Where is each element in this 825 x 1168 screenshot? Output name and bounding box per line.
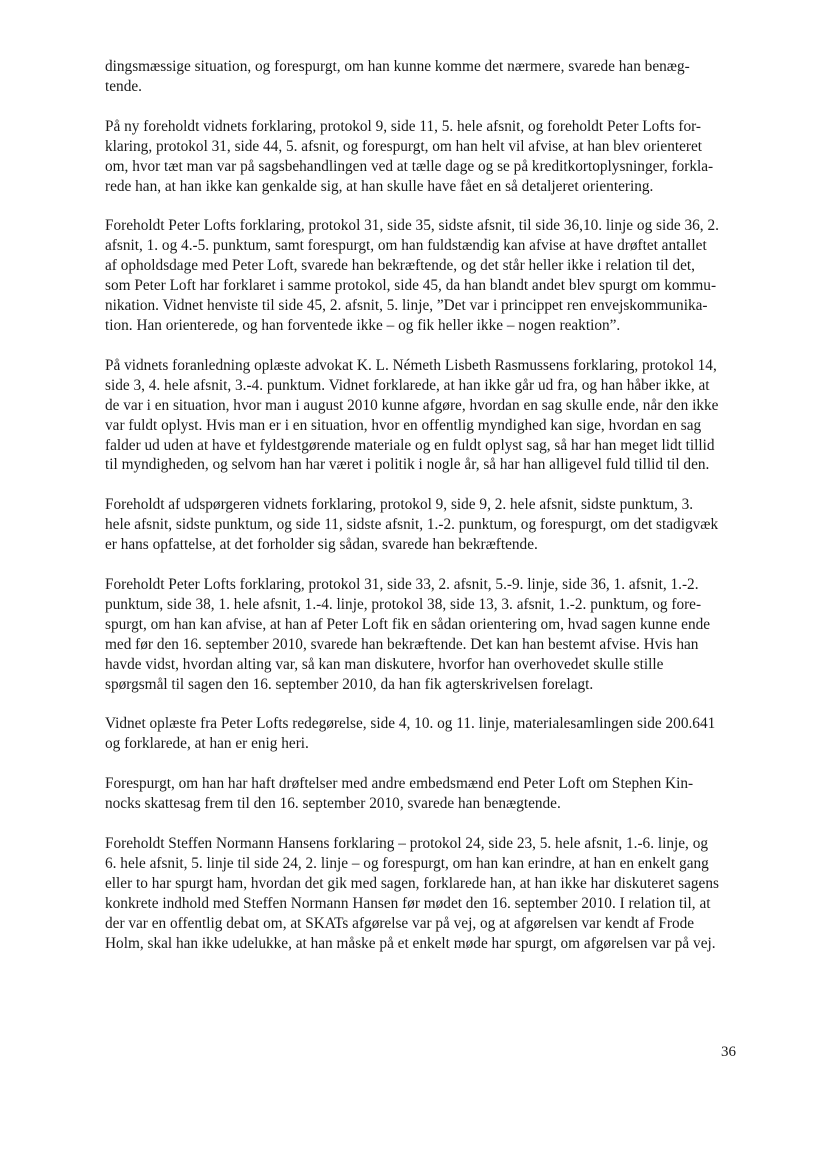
paragraph-9: Foreholdt Steffen Normann Hansens forklaring – protokol 24, side 23, 5. hele afsnit, 1.-6. linje, og 6. hele afsnit, 5. linje til side 24, 2. linje – og forespurgt, om han kan erindre, at han en enkelt gang eller to har spurgt ham, hvordan det gik med sagen, forklarede han, at han ikke har diskuteret sagens konkrete indhold med Steffen Normann Hansen før mødet den 16. september 2010. I relation til, at der var en offentlig debat om, at SKATs afgørelse var på vej, og at afgørelsen var kendt af Frode Holm, skal han ikke udelukke, at han måske på et enkelt møde har spurgt, om afgørelsen var på vej. <box>105 835 719 952</box>
body-text <box>105 57 733 974</box>
paragraph-6: Foreholdt Peter Lofts forklaring, protokol 31, side 33, 2. afsnit, 5.-9. linje, side 36, 1. afsnit, 1.-2. punktum, side 38, 1. hele afsnit, 1.-4. linje, protokol 38, side 13, 3. afsnit, 1.-2. punktum, og fore- spurgt, om han kan afvise, at han af Peter Loft fik en sådan orientering om, hvad sagen kunne ende med før den 16. september 2010, svarede han bekræftende. Det kan han bestemt afvise. Hvis han havde vidst, hvordan alting var, så kan man diskutere, hvorfor han overhovedet skulle stille spørgsmål til sagen den 16. september 2010, da han fik agterskrivelsen forelagt. <box>105 576 711 693</box>
paragraph-3: Foreholdt Peter Lofts forklaring, protokol 31, side 35, sidste afsnit, til side 36,10. linje og side 36, 2. afsnit, 1. og 4.-5. punktum, samt forespurgt, om han fuldstændig kan afvise at have drøftet antallet af opholdsdage med Peter Loft, svarede han bekræftende, og det står heller ikke i relation til det, som Peter Loft har forklaret i samme protokol, side 45, da han blandt andet blev spurgt om kommu- nikation. Vidnet henviste til side 45, 2. afsnit, 5. linje, ”Det var i princippet ren envejskommunika- tion. Han orienterede, og han forventede ikke – og fik heller ikke – nogen reaktion”. <box>105 217 719 334</box>
paragraph-7: Vidnet oplæste fra Peter Lofts redegørelse, side 4, 10. og 11. linje, materialesamlingen side 200.641 og forklarede, at han er enig heri. <box>105 715 716 753</box>
paragraph-5: Foreholdt af udspørgeren vidnets forklaring, protokol 9, side 9, 2. hele afsnit, sidste punktum, 3. hele afsnit, sidste punktum, og side 11, sidste afsnit, 1.-2. punktum, og forespurgt, om det stadigvæk er hans opfattelse, at det forholder sig sådan, svarede han bekræftende. <box>105 496 719 554</box>
paragraph-8: Forespurgt, om han har haft drøftelser med andre embedsmænd end Peter Loft om Stephen Kin- nocks skattesag frem til den 16. september 2010, svarede han benægtende. <box>105 775 694 813</box>
paragraph-4: På vidnets foranledning oplæste advokat K. L. Németh Lisbeth Rasmussens forklaring, protokol 14, side 3, 4. hele afsnit, 3.-4. punktum. Vidnet forklarede, at han ikke går ud fra, og han håber ikke, at de var i en situation, hvor man i august 2010 kunne afgøre, hvordan en sag skulle ende, når den ikke var fuldt oplyst. Hvis man er i en situation, hvor en offentlig myndighed kan sige, hvordan en sag falder ud uden at have et fyldestgørende materiale og en fuldt oplyst sag, så har han meget lidt tillid til myndigheden, og selvom han har været i politik i nogle år, så har han alligevel fuld tillid til den. <box>105 356 719 474</box>
paragraph-2: På ny foreholdt vidnets forklaring, protokol 9, side 11, 5. hele afsnit, og foreholdt Peter Lofts for- klaring, protokol 31, side 44, 5. afsnit, og forespurgt, om han helt vil afvise, at han blev orienteret om, hvor tæt man var på sagsbehandlingen ved at tælle dage og se på kreditkortoplysninger, forkla- rede han, at han ikke kan genkalde sig, at han skulle have fået en så detaljeret orientering. <box>105 117 714 195</box>
page-number: 36 <box>721 1044 736 1060</box>
paragraph-1: dingsmæssige situation, og forespurgt, om han kunne komme det nærmere, svarede han benæg- tende. <box>105 58 690 95</box>
